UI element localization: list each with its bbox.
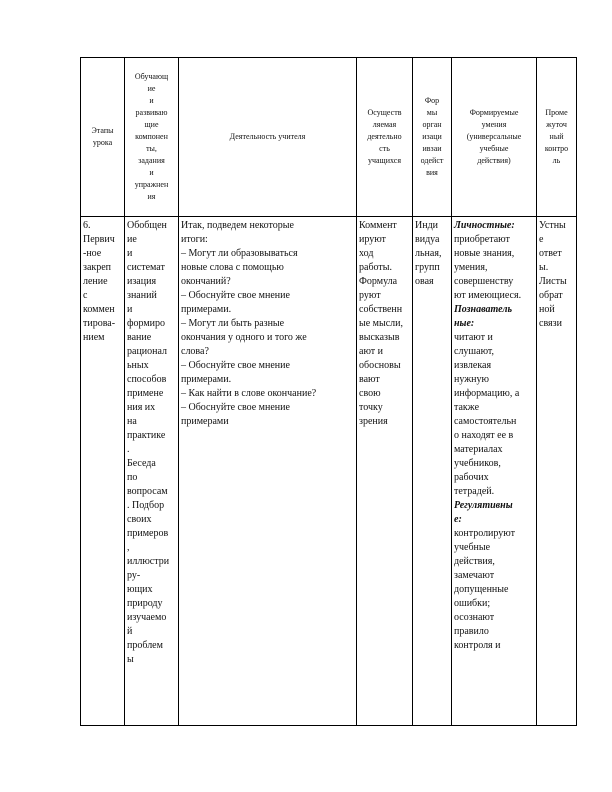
table-row: [81, 217, 577, 726]
cell-student-activity: Коммент ируют ход работы. Формула руют собственн ые мысли, высказыв ают и обосновы вают свою точку зрения: [357, 217, 413, 726]
skills-personal-label: Личностные:: [454, 220, 515, 231]
cell-teacher-activity: Итак, подведем некоторые итоги: – Могут ли образовываться новые слова с помощью окончаний? – Обоснуйте свое мнение примерами. – Могут ли быть разные окончания у одного и того же слова? – Обоснуйте свое мнение примерами. – Как найти в слове окончание? – Обоснуйте свое мнение примерами: [179, 217, 357, 726]
cell-interaction-forms: Инди видуа льная, групп овая: [413, 217, 452, 726]
cell-control: Устны е ответ ы. Листы обрат ной связи: [537, 217, 577, 726]
skills-cognitive-label: Познаватель ные:: [454, 304, 513, 329]
header-student-activity: Осуществ ляемая деятельно сть учащихся: [357, 58, 413, 217]
header-skills: Формируемые умения (универсальные учебные действия): [452, 58, 537, 217]
skills-personal-text: приобретают новые знания, умения, совершенству ют имеющиеся.: [454, 234, 522, 301]
lesson-plan-table: [80, 57, 577, 726]
header-stages: Этапы урока: [81, 58, 125, 217]
header-components: Обучающ ие и развиваю щие компонен ты, задания и упражнен ия: [125, 58, 179, 217]
header-control: Проме жуточ ный контро ль: [537, 58, 577, 217]
cell-skills: [452, 217, 537, 726]
cell-stage: 6. Первич -ное закреп ление с коммен тирова- нием: [81, 217, 125, 726]
cell-components: Обобщен ие и системат изация знаний и формиро вание рационал ьных способов примене ния их на практике . Беседа по вопросам . Подбор своих примеров , иллюстри ру- ющих природу изучаемо й проблем ы: [125, 217, 179, 726]
skills-cognitive-text: читают и слушают, извлекая нужную информацию, а также самостоятельн о находят ее в материалах учебников, рабочих тетрадей.: [454, 332, 520, 497]
header-teacher-activity: Деятельность учителя: [179, 58, 357, 217]
skills-regulative-label: Регулятивны е:: [454, 500, 513, 525]
skills-regulative-text: контролируют учебные действия, замечают допущенные ошибки; осознают правило контроля и: [454, 528, 515, 651]
header-interaction-forms: Фор мы орган изаци ивзаи одейст вия: [413, 58, 452, 217]
table-header-row: [81, 58, 577, 217]
